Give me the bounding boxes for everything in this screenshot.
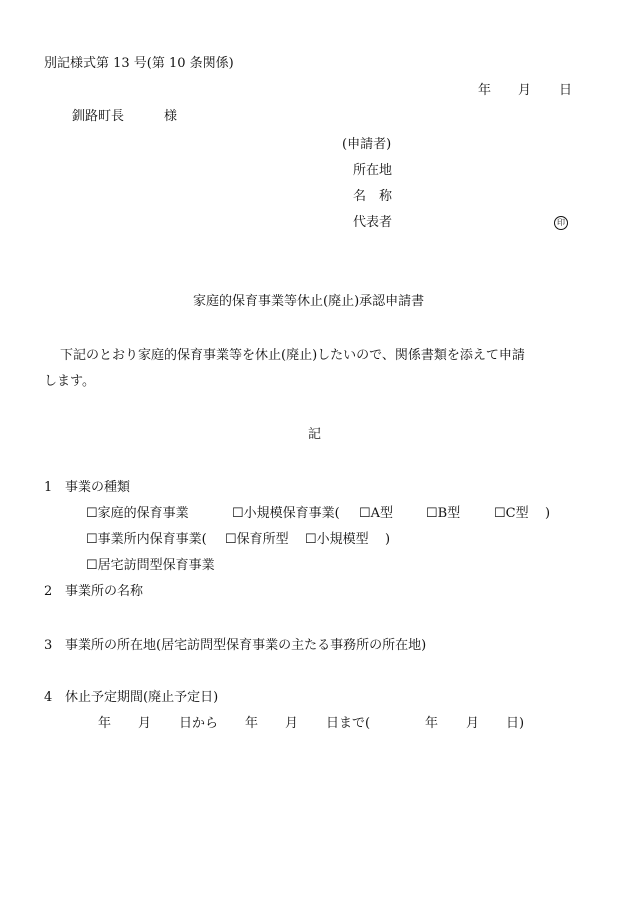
checkbox-home-visit[interactable] [86, 558, 215, 574]
checkbox-small-scale[interactable] [232, 506, 340, 522]
checkbox-icon: ☐ [86, 532, 98, 547]
date-day-label: 日 [559, 83, 573, 98]
section-1-number: 1 [44, 480, 53, 495]
checkbox-icon: ☐ [305, 532, 317, 547]
checkbox-icon: ☐ [494, 506, 506, 521]
section-1-label: 事業の種類 [65, 480, 131, 495]
period-start-day: 日から [179, 716, 219, 731]
checkbox-home-daycare[interactable] [86, 506, 189, 522]
section-3-label: 事業所の所在地(居宅訪問型保育事業の主たる事務所の所在地) [65, 638, 427, 653]
body-text-line1: 下記のとおり家庭的保育事業等を休止(廃止)したいので、関係書類を添えて申請 [60, 348, 525, 363]
period-end-year: 年 [245, 716, 259, 731]
option-label: 保育所型 [236, 532, 289, 547]
period-start-year: 年 [98, 716, 112, 731]
period-start-month: 月 [138, 716, 152, 731]
option-label: 家庭的保育事業 [97, 506, 189, 521]
body-text-line2: します。 [44, 374, 95, 389]
checkbox-type-a[interactable] [359, 506, 393, 522]
option-label: 小規模型 [316, 532, 369, 547]
section-2-number: 2 [44, 584, 53, 599]
date-month-label: 月 [518, 83, 532, 98]
option-label: 事業所内保育事業( [97, 532, 207, 547]
abolition-month: 月 [466, 716, 480, 731]
checkbox-icon: ☐ [225, 532, 237, 547]
abolition-day: 日) [506, 716, 525, 731]
checkbox-workplace[interactable] [86, 532, 207, 548]
workplace-close-paren: ) [385, 532, 391, 547]
period-end-day: 日まで( [326, 716, 371, 731]
period-end-month: 月 [285, 716, 299, 731]
document-title: 家庭的保育事業等休止(廃止)承認申請書 [193, 294, 425, 309]
section-4-label: 休止予定期間(廃止予定日) [65, 690, 219, 705]
option-label: A型 [370, 506, 394, 521]
applicant-representative-label: 代表者 [353, 215, 393, 230]
date-year-label: 年 [478, 83, 492, 98]
addressee-honorific: 様 [164, 109, 178, 124]
checkbox-icon: ☐ [426, 506, 438, 521]
option-label: 小規模保育事業( [243, 506, 340, 521]
checkbox-type-b[interactable] [426, 506, 460, 522]
applicant-heading: (申請者) [342, 137, 392, 152]
checkbox-icon: ☐ [86, 558, 98, 573]
checkbox-nursery-type[interactable] [225, 532, 289, 548]
checkbox-icon: ☐ [232, 506, 244, 521]
seal-mark: 印 [554, 216, 568, 230]
section-4-number: 4 [44, 690, 53, 705]
section-3-number: 3 [44, 638, 53, 653]
checkbox-icon: ☐ [359, 506, 371, 521]
applicant-name-label: 名 称 [353, 189, 393, 204]
addressee-name: 釧路町長 [72, 109, 125, 124]
applicant-address-label: 所在地 [353, 163, 393, 178]
checkbox-small-type[interactable] [305, 532, 369, 548]
option-label: B型 [437, 506, 461, 521]
ki-heading: 記 [308, 427, 322, 442]
section-2-label: 事業所の名称 [65, 584, 144, 599]
small-scale-close-paren: ) [545, 506, 551, 521]
option-label: 居宅訪問型保育事業 [97, 558, 215, 573]
checkbox-type-c[interactable] [494, 506, 529, 522]
form-number: 別記様式第 13 号(第 10 条関係) [44, 56, 234, 71]
checkbox-icon: ☐ [86, 506, 98, 521]
option-label: C型 [505, 506, 529, 521]
abolition-year: 年 [425, 716, 439, 731]
